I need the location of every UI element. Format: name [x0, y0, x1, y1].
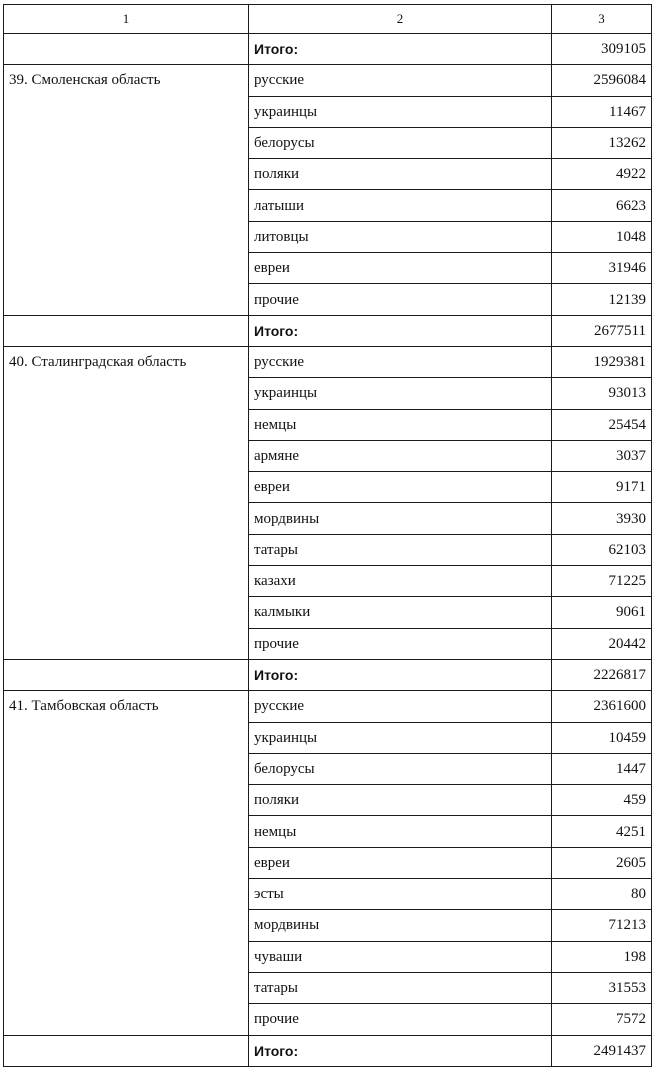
count-cell: 2361600 [552, 691, 652, 722]
total-value: 309105 [552, 34, 652, 65]
nationality-cell: евреи [249, 472, 552, 503]
count-cell: 2605 [552, 847, 652, 878]
nationality-cell: латыши [249, 190, 552, 221]
region-name: 40. Сталинградская область [4, 346, 249, 659]
nationality-cell: чуваши [249, 941, 552, 972]
nationality-cell: эсты [249, 879, 552, 910]
count-cell: 20442 [552, 628, 652, 659]
header-col-1: 1 [4, 5, 249, 34]
population-table [3, 4, 652, 1067]
empty-cell [4, 315, 249, 346]
table-row [4, 691, 652, 722]
count-cell: 9061 [552, 597, 652, 628]
count-cell: 198 [552, 941, 652, 972]
nationality-cell: казахи [249, 566, 552, 597]
table-body [4, 5, 652, 1067]
nationality-cell: белорусы [249, 753, 552, 784]
count-cell: 13262 [552, 127, 652, 158]
count-cell: 10459 [552, 722, 652, 753]
count-cell: 93013 [552, 378, 652, 409]
count-cell: 1048 [552, 221, 652, 252]
nationality-cell: прочие [249, 1004, 552, 1035]
count-cell: 12139 [552, 284, 652, 315]
nationality-cell: калмыки [249, 597, 552, 628]
count-cell: 62103 [552, 534, 652, 565]
count-cell: 1447 [552, 753, 652, 784]
count-cell: 11467 [552, 96, 652, 127]
header-col-3: 3 [552, 5, 652, 34]
total-value: 2226817 [552, 659, 652, 690]
total-label: Итого: [249, 34, 552, 65]
total-value: 2677511 [552, 315, 652, 346]
count-cell: 2596084 [552, 65, 652, 96]
nationality-cell: мордвины [249, 910, 552, 941]
total-label: Итого: [249, 1035, 552, 1066]
empty-cell [4, 34, 249, 65]
nationality-cell: татары [249, 972, 552, 1003]
header-row [4, 5, 652, 34]
nationality-cell: евреи [249, 253, 552, 284]
table-row [4, 346, 652, 377]
nationality-cell: немцы [249, 409, 552, 440]
nationality-cell: русские [249, 65, 552, 96]
nationality-cell: армяне [249, 440, 552, 471]
nationality-cell: прочие [249, 628, 552, 659]
count-cell: 7572 [552, 1004, 652, 1035]
total-label: Итого: [249, 659, 552, 690]
count-cell: 1929381 [552, 346, 652, 377]
count-cell: 3930 [552, 503, 652, 534]
count-cell: 31946 [552, 253, 652, 284]
prev-total-row [4, 34, 652, 65]
nationality-cell: поляки [249, 785, 552, 816]
nationality-cell: украинцы [249, 378, 552, 409]
nationality-cell: евреи [249, 847, 552, 878]
count-cell: 31553 [552, 972, 652, 1003]
nationality-cell: украинцы [249, 722, 552, 753]
region-name: 41. Тамбовская область [4, 691, 249, 1035]
total-label: Итого: [249, 315, 552, 346]
region-name: 39. Смоленская область [4, 65, 249, 315]
region-total-row [4, 315, 652, 346]
nationality-cell: белорусы [249, 127, 552, 158]
empty-cell [4, 659, 249, 690]
nationality-cell: прочие [249, 284, 552, 315]
count-cell: 4922 [552, 159, 652, 190]
nationality-cell: русские [249, 691, 552, 722]
count-cell: 71213 [552, 910, 652, 941]
nationality-cell: русские [249, 346, 552, 377]
nationality-cell: татары [249, 534, 552, 565]
nationality-cell: литовцы [249, 221, 552, 252]
count-cell: 71225 [552, 566, 652, 597]
count-cell: 4251 [552, 816, 652, 847]
empty-cell [4, 1035, 249, 1066]
nationality-cell: украинцы [249, 96, 552, 127]
total-value: 2491437 [552, 1035, 652, 1066]
count-cell: 9171 [552, 472, 652, 503]
nationality-cell: немцы [249, 816, 552, 847]
region-total-row [4, 1035, 652, 1066]
count-cell: 3037 [552, 440, 652, 471]
nationality-cell: поляки [249, 159, 552, 190]
count-cell: 459 [552, 785, 652, 816]
count-cell: 6623 [552, 190, 652, 221]
count-cell: 80 [552, 879, 652, 910]
region-total-row [4, 659, 652, 690]
nationality-cell: мордвины [249, 503, 552, 534]
count-cell: 25454 [552, 409, 652, 440]
table-row [4, 65, 652, 96]
header-col-2: 2 [249, 5, 552, 34]
